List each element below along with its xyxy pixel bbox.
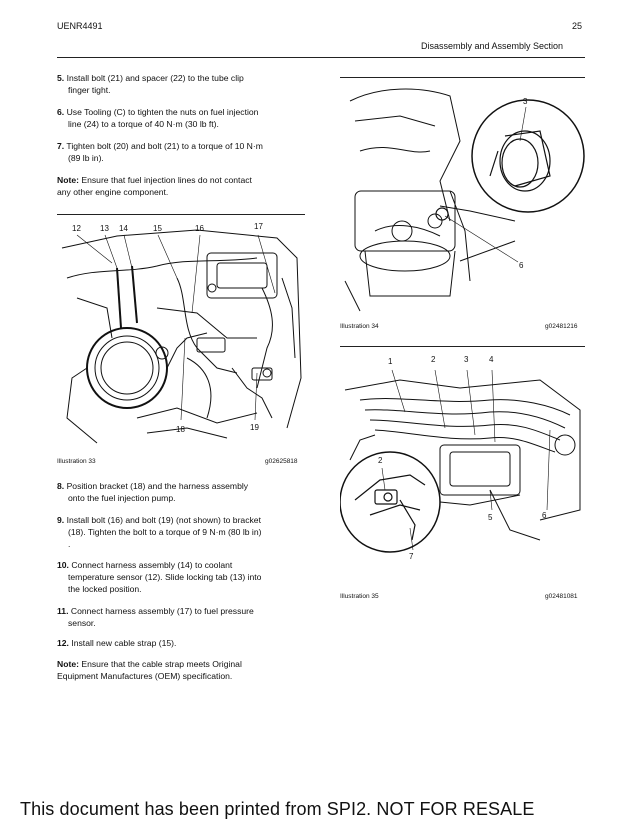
step-text-cont: (89 lb in). — [68, 153, 104, 163]
step-text: Install bolt (16) and bolt (19) (not shown) to bracket — [66, 515, 261, 525]
engine-harness-drawing — [57, 218, 305, 448]
step-number: 5. — [57, 73, 65, 83]
note-bottom — [57, 658, 305, 682]
step-text-cont: temperature sensor (12). Slide locking tab (13) into — [68, 572, 262, 582]
illustration-35 — [340, 350, 585, 585]
step-text-cont: finger tight. — [68, 85, 111, 95]
step-number: 10. — [57, 560, 69, 570]
callout-3: 3 — [464, 355, 469, 364]
illustration-35-caption: Illustration 35 — [340, 593, 379, 600]
step-7 — [57, 140, 305, 164]
callout-3: 3 — [523, 97, 528, 106]
illustration-33 — [57, 218, 305, 448]
callout-14: 14 — [119, 224, 128, 233]
illustration-34-ref: g02481216 — [545, 323, 578, 330]
injection-lines-drawing — [340, 350, 585, 585]
note-text: Ensure that fuel injection lines do not contact — [81, 175, 252, 185]
fuel-pump-drawing — [340, 81, 585, 315]
step-text: Connect harness assembly (17) to fuel pressure — [70, 606, 254, 616]
step-10 — [57, 559, 305, 595]
illustration-34-caption: Illustration 34 — [340, 323, 379, 330]
callout-5: 5 — [488, 513, 493, 522]
step-text: Use Tooling (C) to tighten the nuts on fuel injection — [66, 107, 259, 117]
callout-4: 4 — [489, 355, 494, 364]
step-text-cont2: the locked position. — [68, 584, 142, 594]
illustration-34-top-rule — [340, 77, 585, 78]
step-number: 8. — [57, 481, 65, 491]
callout-6: 6 — [519, 261, 524, 270]
step-text-cont: line (24) to a torque of 40 N·m (30 lb ft). — [68, 119, 219, 129]
step-11 — [57, 605, 305, 629]
step-text-cont: (18). Tighten the bolt to a torque of 9 N·m (80 lb in) — [68, 527, 262, 537]
step-text: Position bracket (18) and the harness assembly — [66, 481, 249, 491]
callout-15: 15 — [153, 224, 162, 233]
step-text: Install bolt (21) and spacer (22) to the tube clip — [66, 73, 244, 83]
callout-6: 6 — [542, 511, 547, 520]
step-number: 11. — [57, 606, 69, 616]
page-number: 25 — [572, 21, 583, 31]
callout-2-top: 2 — [431, 355, 436, 364]
illustration-34 — [340, 81, 585, 315]
callout-13: 13 — [100, 224, 109, 233]
step-text: Connect harness assembly (14) to coolant — [71, 560, 233, 570]
callout-2-detail: 2 — [378, 456, 383, 465]
footer-notice: This document has been printed from SPI2. NOT FOR RESALE — [20, 799, 535, 819]
callout-7: 7 — [409, 552, 414, 561]
illustration-35-ref: g02481081 — [545, 593, 578, 600]
section-title: Disassembly and Assembly Section — [421, 41, 564, 51]
callout-1: 1 — [388, 357, 393, 366]
step-9 — [57, 514, 305, 550]
step-6 — [57, 106, 305, 130]
step-text-cont2: . — [68, 539, 71, 549]
step-text: Install new cable strap (15). — [71, 638, 177, 648]
callout-19: 19 — [250, 423, 259, 432]
note-text: Ensure that the cable strap meets Original — [81, 659, 242, 669]
illustration-33-caption: Illustration 33 — [57, 458, 96, 465]
note-top — [57, 174, 305, 198]
header-rule — [57, 57, 585, 58]
callout-16: 16 — [195, 224, 204, 233]
note-text-cont: Equipment Manufactures (OEM) specification. — [57, 671, 233, 681]
note-text-cont: any other engine component. — [57, 187, 169, 197]
step-number: 7. — [57, 141, 65, 151]
illustration-33-top-rule — [57, 214, 305, 215]
step-number: 9. — [57, 515, 65, 525]
illustration-33-ref: g02625818 — [265, 458, 298, 465]
step-text-cont: onto the fuel injection pump. — [68, 493, 176, 503]
step-number: 12. — [57, 638, 69, 648]
step-12 — [57, 637, 305, 649]
step-text-cont: sensor. — [68, 618, 96, 628]
step-8 — [57, 480, 305, 504]
note-label: Note: — [57, 175, 79, 185]
illustration-35-top-rule — [340, 346, 585, 347]
callout-12: 12 — [72, 224, 81, 233]
step-5 — [57, 72, 305, 96]
step-number: 6. — [57, 107, 65, 117]
callout-18: 18 — [176, 425, 185, 434]
step-text: Tighten bolt (20) and bolt (21) to a torque of 10 N·m — [66, 141, 263, 151]
document-id: UENR4491 — [57, 21, 103, 31]
callout-17: 17 — [254, 222, 263, 231]
note-label: Note: — [57, 659, 79, 669]
